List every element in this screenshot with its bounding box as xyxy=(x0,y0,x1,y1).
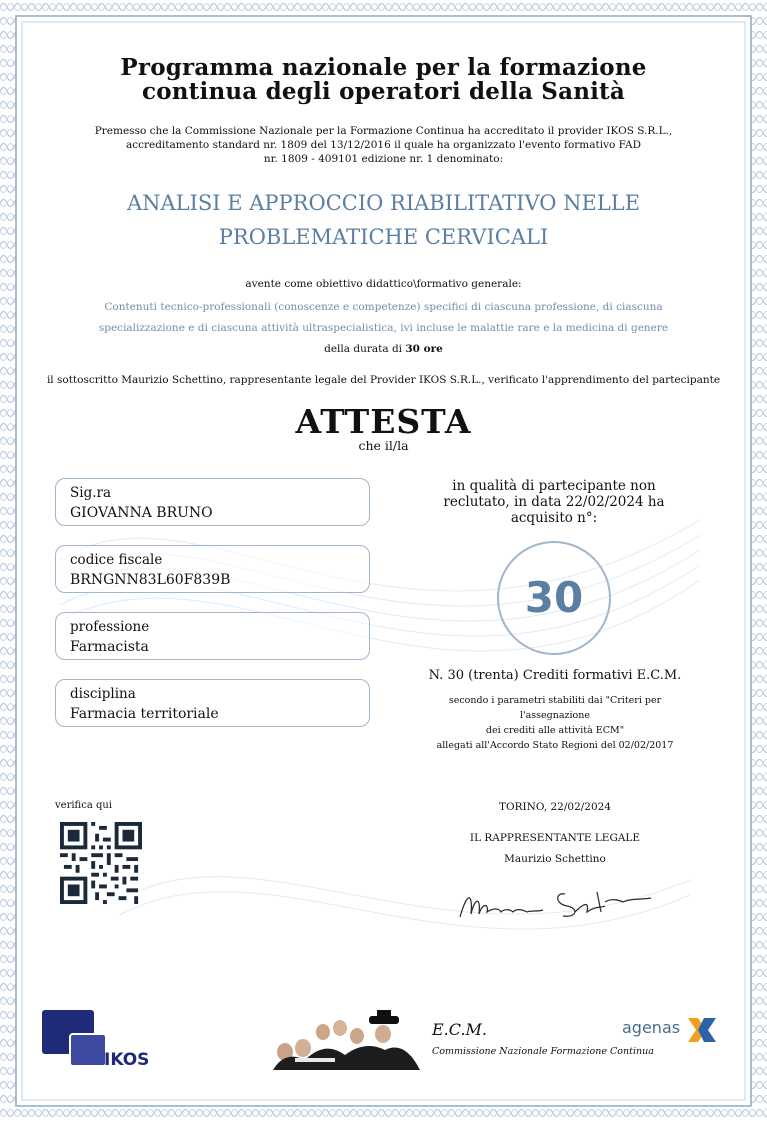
course-title-line-1: ANALISI E APPROCCIO RIABILITATIVO NELLE xyxy=(126,191,641,215)
che-il-la: che il/la xyxy=(358,438,409,453)
field-value: Farmacia territoriale xyxy=(70,706,219,722)
field-codice-fiscale xyxy=(55,545,370,593)
attesta-heading: ATTESTA xyxy=(295,402,472,441)
premesso-line-2: accreditamento standard nr. 1809 del 13/12/2016 il quale ha organizzato l'evento formativo FAD xyxy=(125,139,642,151)
parametri-line-4: allegati all'Accordo Stato Regioni del 02/02/2017 xyxy=(436,740,674,751)
field-name xyxy=(55,478,370,526)
course-title-line-2: PROBLEMATICHE CERVICALI xyxy=(218,225,549,249)
field-value: BRNGNN83L60F839B xyxy=(70,572,231,588)
agenas-logo-text: agenas xyxy=(622,1018,681,1037)
field-disciplina xyxy=(55,679,370,727)
qualita-line-3: acquisito n°: xyxy=(510,510,598,526)
place-date: TORINO, 22/02/2024 xyxy=(498,801,612,813)
ecm-logo-text: E.C.M. xyxy=(432,1020,487,1039)
title-line-1: Programma nazionale per la formazione xyxy=(120,54,647,81)
obiettivo-line-2: specializzazione e di ciascuna attività ultraspecialistica, ivi incluse le malattie rare e la medicina di genere xyxy=(98,322,669,334)
representative-name: Maurizio Schettino xyxy=(504,853,606,865)
parametri-line-2: l'assegnazione xyxy=(519,710,591,721)
credits-circle xyxy=(497,541,611,655)
field-value: GIOVANNA BRUNO xyxy=(70,505,213,521)
handwritten-signature xyxy=(455,872,665,932)
agenas-logo-icon xyxy=(684,1012,720,1048)
field-label: codice fiscale xyxy=(70,552,163,568)
sottoscritto-text: il sottoscritto Maurizio Schettino, rappresentante legale del Provider IKOS S.R.L., verificato l'apprendimento del partecipante xyxy=(46,374,721,386)
painting-image xyxy=(265,1010,425,1070)
durata-prefix: della durata di xyxy=(324,343,406,355)
durata-value: 30 ore xyxy=(405,343,443,355)
credits-number: 30 xyxy=(524,573,584,622)
qr-code[interactable] xyxy=(60,822,142,904)
qualita-line-1: in qualità di partecipante non xyxy=(452,478,656,494)
verifica-label: verifica qui xyxy=(55,800,112,811)
qualita-line-2: reclutato, in data 22/02/2024 ha xyxy=(443,494,665,510)
representative-title: IL RAPPRESENTANTE LEGALE xyxy=(469,832,641,844)
commissione-text: Commissione Nazionale Formazione Continua xyxy=(432,1046,654,1057)
premesso-line-1: Premesso che la Commissione Nazionale per la Formazione Continua ha accreditato il provider IKOS S.R.L., xyxy=(94,125,673,137)
field-value: Farmacista xyxy=(70,639,149,655)
premesso-paragraph xyxy=(80,124,687,166)
durata xyxy=(100,343,667,355)
field-label: professione xyxy=(70,619,150,635)
qualita-text xyxy=(428,478,680,526)
parametri-line-3: dei crediti alle attività ECM" xyxy=(485,725,625,736)
premesso-line-3: nr. 1809 - 409101 edizione nr. 1 denominato: xyxy=(263,153,504,165)
certificate-title xyxy=(60,56,707,104)
obiettivo-text xyxy=(60,297,707,339)
field-label: Sig.ra xyxy=(70,485,112,501)
title-line-2: continua degli operatori della Sanità xyxy=(142,78,625,105)
ikos-logo-text: IKOS xyxy=(104,1050,150,1070)
obiettivo-label: avente come obiettivo didattico\formativo generale: xyxy=(245,278,522,290)
field-label: disciplina xyxy=(70,686,136,702)
course-title xyxy=(70,186,697,254)
parametri-line-1: secondo i parametri stabiliti dai "Criteri per xyxy=(448,695,662,706)
crediti-text: N. 30 (trenta) Crediti formativi E.C.M. xyxy=(428,668,682,683)
parametri-text xyxy=(420,693,690,753)
field-professione xyxy=(55,612,370,660)
obiettivo-line-1: Contenuti tecnico-professionali (conoscenze e competenze) specifici di ciascuna professione, di ciascuna xyxy=(104,301,663,313)
